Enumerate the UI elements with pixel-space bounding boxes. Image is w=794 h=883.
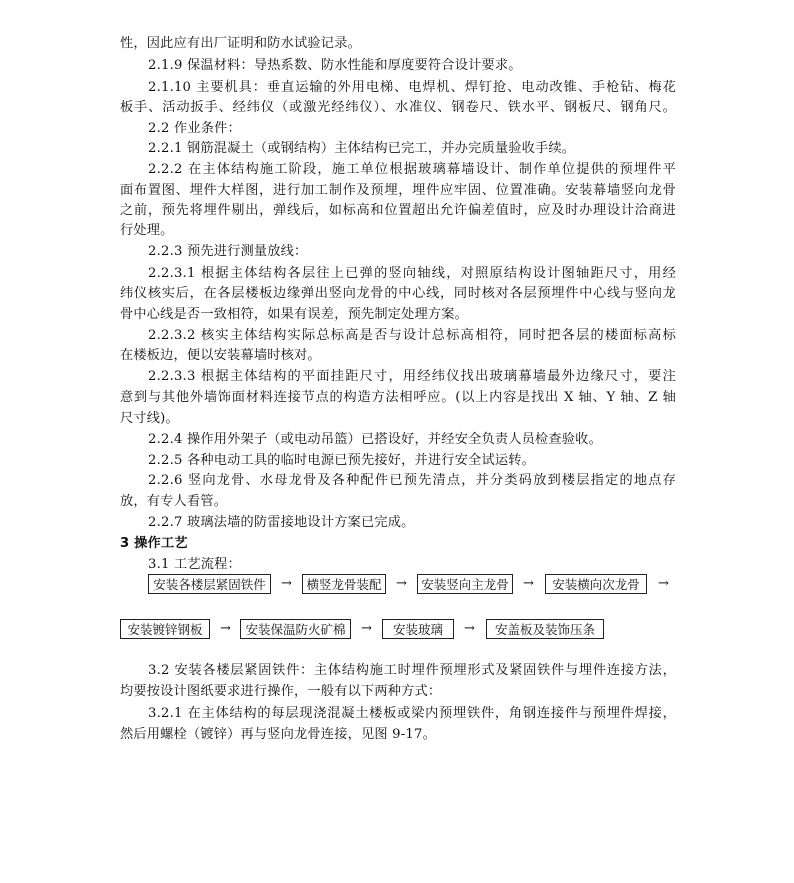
text-line: 2.2.5 各种电动工具的临时电源已预先接好，并进行安全试运转。 — [148, 453, 536, 468]
text-line: 2.2.7 玻璃法墙的防雷接地设计方案已完成。 — [148, 515, 415, 530]
text-line: 3.2.1 在主体结构的每层现浇混凝土楼板或梁内预埋铁件，角钢连接件与预埋件焊接， — [148, 706, 676, 721]
text-line: 均要按设计图纸要求进行操作，一般有以下两种方式： — [120, 684, 442, 699]
text-line: 2.1.10 主要机具：垂直运输的外用电梯、电焊机、焊钉抢、电动改锥、手枪钻、梅花 — [148, 80, 676, 95]
text-line: 2.2.1 钢筋混凝土（或钢结构）主体结构已完工，并办完质量验收手续。 — [148, 141, 576, 156]
text-line: 意到与其他外墙饰面材料连接节点的构造方法相呼应。(以上内容是找出 X 轴、Y 轴、Z 轴 — [120, 390, 676, 405]
text-line: 之前，预先将埋件剔出，弹线后，如标高和位置超出允许偏差值时，应及时办理设计洽商进 — [120, 203, 676, 218]
flow-step: 横竖龙骨装配 — [302, 574, 386, 594]
text-line: 性，因此应有出厂证明和防水试验记录。 — [120, 36, 361, 51]
flow-arrow: → — [464, 621, 475, 636]
flow-step: 安装玻璃 — [382, 619, 454, 639]
flow-step: 安装横向次龙骨 — [545, 574, 647, 594]
flow-step: 安装保温防火矿棉 — [240, 619, 351, 639]
flow-arrow: → — [523, 576, 534, 591]
text-line: 在楼板边，便以安装幕墙时核对。 — [120, 348, 321, 363]
text-line: 2.1.9 保温材料：导热系数、防水性能和厚度要符合设计要求。 — [148, 58, 522, 73]
flow-arrow: → — [281, 576, 292, 591]
flow-step: 安装镀锌钢板 — [120, 619, 210, 639]
text-line: 2.2.4 操作用外架子（或电动吊篮）已搭设好，并经安全负责人员检查验收。 — [148, 432, 602, 447]
section-heading: 3 操作工艺 — [120, 536, 188, 551]
text-line: 骨中心线是否一致相符，如果有误差，预先制定处理方案。 — [120, 307, 469, 322]
text-line: 尺寸线)。 — [120, 411, 179, 426]
text-line: 然后用螺栓（镀锌）再与竖向龙骨连接，见图 9-17。 — [120, 727, 436, 742]
flow-arrow: → — [658, 576, 669, 591]
text-line: 行处理。 — [120, 223, 174, 238]
text-line: 2.2.3 预先进行测量放线： — [148, 244, 308, 259]
text-line: 2.2.3.1 根据主体结构各层往上已弹的竖向轴线，对照原结构设计图轴距尺寸，用经 — [148, 266, 676, 281]
flow-arrow: → — [220, 621, 231, 636]
text-line: 2.2.3.2 核实主体结构实际总标高是否与设计总标高相符，同时把各层的楼面标高标 — [148, 328, 676, 343]
text-line: 放，有专人看管。 — [120, 494, 228, 509]
text-line: 3.2 安装各楼层紧固铁件：主体结构施工时埋件预埋形式及紧固铁件与埋件连接方法， — [148, 663, 676, 678]
flow-arrow: → — [396, 576, 407, 591]
text-line: 2.2.3.3 根据主体结构的平面挂距尺寸，用经纬仪找出玻璃幕墙最外边缘尺寸，要注 — [148, 369, 676, 384]
text-line: 2.2.2 在主体结构施工阶段，施工单位根据玻璃幕墙设计、制作单位提供的预埋件平 — [148, 162, 676, 177]
flow-arrow: → — [361, 621, 372, 636]
text-line: 2.2.6 竖向龙骨、水母龙骨及各种配件已预先清点，并分类码放到楼层指定的地点存 — [148, 473, 676, 488]
text-line: 纬仪核实后，在各层楼板边缘弹出竖向龙骨的中心线，同时核对各层预埋件中心线与竖向龙 — [120, 286, 676, 301]
section-title: 2.2 作业条件： — [148, 121, 241, 136]
flow-step: 安装各楼层紧固铁件 — [148, 574, 271, 594]
subsection-title: 3.1 工艺流程： — [148, 557, 241, 572]
flow-step: 安装竖向主龙骨 — [417, 574, 513, 594]
text-line: 板手、活动扳手、经纬仪（或激光经纬仪）、水准仪、钢卷尺、铁水平、钢板尺、钢角尺。 — [120, 100, 676, 115]
text-line: 面布置图、埋件大样图，进行加工制作及预埋，埋件应牢固、位置准确。安装幕墙竖向龙骨 — [120, 183, 676, 198]
flow-step: 安盖板及装饰压条 — [486, 619, 604, 639]
